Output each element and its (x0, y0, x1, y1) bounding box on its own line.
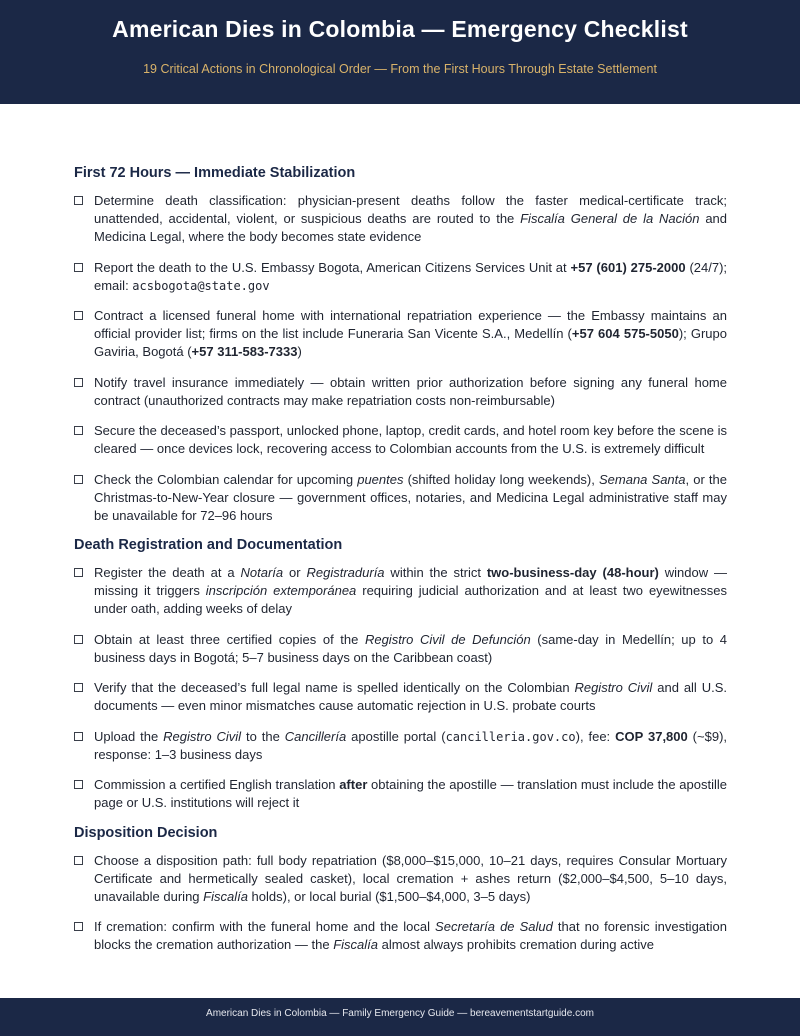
checkbox-icon[interactable] (74, 568, 83, 577)
checkbox-icon[interactable] (74, 475, 83, 484)
checklist-item-text (94, 192, 727, 246)
emphasis-italic: Registraduría (306, 565, 385, 580)
emphasis-italic: Fiscalía (203, 888, 248, 904)
text-run: and all U.S. documents — even minor mismatches cause automatic rejection in U.S. probate courts (94, 680, 727, 713)
checklist-item (74, 918, 727, 954)
checklist-content (74, 158, 727, 998)
emphasis-bold: +57 604 575-5050 (571, 326, 679, 341)
text-run: If cremation: confirm with the funeral home and the local (94, 919, 436, 934)
text-run: Register the death at a (94, 565, 241, 580)
checklist-item (74, 631, 727, 667)
page-header (0, 0, 800, 104)
text-run: Determine death classification: physician-present deaths follow the faster medical-certificate track; unattended, accidental, violent, or suspicious deaths are routed to the (94, 193, 727, 226)
checkbox-icon[interactable] (74, 635, 83, 644)
inline-code: cancilleria.gov.co (445, 729, 576, 744)
section-title: First 72 Hours — Immediate Stabilization (74, 165, 356, 181)
checklist-item-text (94, 259, 727, 295)
text-run: holds), or local burial ($1,500–$4,000, 3–5 days) (247, 888, 531, 904)
checklist-item-text (94, 564, 727, 618)
checklist-item (74, 422, 727, 458)
text-run: (shifted holiday long weekends), (403, 471, 599, 487)
text-run: Secure the deceased’s passport, unlocked phone, laptop, credit cards, and hotel room key before the scene is cleared — once devices lock, recovering access to Colombian accounts from the U.S. is extremely difficult (94, 423, 727, 456)
emphasis-italic: Fiscalía (333, 937, 378, 952)
checklist-item (74, 307, 727, 361)
emphasis-bold: after (339, 777, 368, 792)
text-run: Notify travel insurance immediately — obtain written prior authorization before signing any funeral home contract (unauthorized contracts may make repatriation costs non-reimbursable) (94, 374, 727, 408)
emphasis-italic: Cancillería (284, 728, 347, 744)
checklist-item (74, 192, 727, 246)
checklist-item (74, 852, 727, 906)
checklist-item-text (94, 852, 727, 906)
text-run: Report the death to the U.S. Embassy Bogota, American Citizens Services Unit at (94, 259, 571, 275)
checklist-item-text (94, 631, 727, 667)
text-run: window — missing it triggers (94, 565, 727, 598)
emphasis-bold: COP 37,800 (615, 728, 688, 744)
checkbox-icon[interactable] (74, 426, 83, 435)
text-run: to the (241, 728, 285, 744)
checklist-item-text (94, 471, 727, 525)
emphasis-italic: Registro Civil (574, 680, 653, 695)
footer-text: American Dies in Colombia — Family Emergency Guide — bereavementstartguide.com (206, 1008, 594, 1019)
checklist-item (74, 259, 727, 295)
emphasis-italic: Registro Civil de Defunción (364, 631, 531, 647)
checkbox-icon[interactable] (74, 732, 83, 741)
page-subtitle: 19 Critical Actions in Chronological Order — From the First Hours Through Estate Settlement (143, 62, 657, 76)
text-run: ) (297, 344, 302, 359)
page-footer (0, 998, 800, 1036)
checklist-item-text (94, 307, 727, 361)
text-run: almost always prohibits cremation during active (377, 937, 654, 952)
checklist-item-text (94, 918, 727, 954)
checkbox-icon[interactable] (74, 780, 83, 789)
emphasis-italic: Notaría (240, 565, 284, 580)
section-title: Death Registration and Documentation (74, 537, 343, 553)
text-run: Check the Colombian calendar for upcoming (94, 471, 358, 487)
text-run: apostille portal ( (346, 728, 446, 744)
checkbox-icon[interactable] (74, 922, 83, 931)
section-title: Disposition Decision (74, 824, 218, 841)
checklist-item-text (94, 776, 727, 812)
text-run: (~$9), response: 1–3 business days (94, 728, 727, 762)
emphasis-italic: Secretaría de Salud (435, 919, 553, 934)
text-run: , or the Christmas-to-New-Year closure — government offices, notaries, and Medicina Legal administrative staff may be unavailable for 72–96 hours (94, 471, 727, 523)
checklist-item-text (94, 728, 727, 764)
text-run: Verify that the deceased’s full legal name is spelled identically on the Colombian (94, 680, 575, 695)
checklist-item (74, 374, 727, 410)
page-title: American Dies in Colombia — Emergency Checklist (112, 16, 688, 42)
emphasis-italic: Fiscalía General de la Nación (520, 211, 700, 226)
text-run: within the strict (384, 565, 487, 580)
checklist-item-text (94, 374, 727, 410)
checklist-item (74, 679, 727, 715)
emphasis-bold: +57 (601) 275-2000 (570, 259, 686, 275)
text-run: Contract a licensed funeral home with international repatriation experience — the Embassy maintains an official provider list; firms on the list include Funeraria San Vicente S.A., Medellín ( (94, 308, 727, 341)
text-run: ), fee: (575, 728, 616, 744)
text-run: Commission a certified English translation (94, 777, 340, 792)
text-run: Obtain at least three certified copies of the (94, 631, 365, 647)
emphasis-bold: +57 311-583-7333 (191, 344, 298, 359)
text-run: (24/7); email: (94, 259, 727, 293)
checklist-item (74, 776, 727, 812)
emphasis-bold: two-business-day (48-hour) (486, 565, 659, 580)
checklist-item (74, 728, 727, 764)
text-run: Upload the (94, 728, 164, 744)
text-run: that no forensic investigation blocks the cremation authorization — the (94, 919, 727, 952)
checklist-item-text (94, 422, 727, 458)
text-run: (same-day in Medellín; up to 4 business days in Bogotá; 5–7 business days on the Caribbean coast) (94, 631, 727, 665)
checkbox-icon[interactable] (74, 378, 83, 387)
checkbox-icon[interactable] (74, 683, 83, 692)
checkbox-icon[interactable] (74, 311, 83, 320)
inline-code: acsbogota@state.gov (132, 278, 270, 293)
text-run: requiring judicial authorization and at least two eyewitnesses under oath, adding weeks of delay (94, 583, 727, 616)
emphasis-italic: inscripción extemporánea (205, 583, 357, 598)
text-run: Choose a disposition path: full body repatriation ($8,000–$15,000, 10–21 days, requires Consular Mortuary Certificate and hermetically sealed casket), local cremation + ashes return ($2,000–$4,500, 5–10 days, unavailable during (94, 852, 727, 904)
checkbox-icon[interactable] (74, 856, 83, 865)
text-run: ); Grupo Gaviria, Bogotá ( (94, 326, 727, 359)
text-run: obtaining the apostille — translation must include the apostille page or U.S. institutions will reject it (94, 777, 727, 810)
checklist-item (74, 564, 727, 618)
emphasis-italic: puentes (357, 471, 404, 487)
checkbox-icon[interactable] (74, 196, 83, 205)
checklist-item-text (94, 679, 727, 715)
checkbox-icon[interactable] (74, 263, 83, 272)
emphasis-italic: Registro Civil (163, 728, 242, 744)
text-run: or (283, 565, 307, 580)
checklist-item (74, 471, 727, 525)
emphasis-italic: Semana Santa (598, 471, 686, 487)
text-run: and Medicina Legal, where the body becomes state evidence (94, 211, 727, 244)
